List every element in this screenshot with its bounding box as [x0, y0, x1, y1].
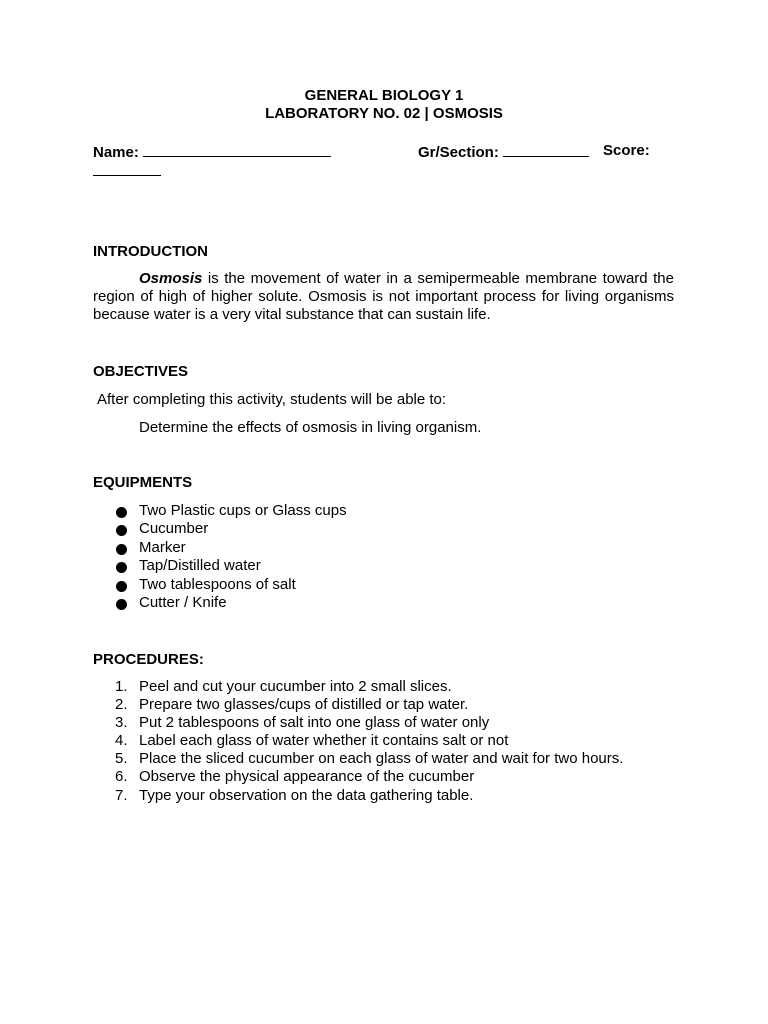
list-item: [113, 714, 623, 732]
step-text: Place the sliced cucumber on each glass of water and wait for two hours.: [139, 750, 624, 768]
list-item: Marker: [113, 539, 347, 557]
list-item: [113, 787, 623, 805]
step-text: Label each glass of water whether it contains salt or not: [139, 732, 509, 750]
equipments-heading: EQUIPMENTS: [93, 474, 193, 491]
section-label: Gr/Section:: [418, 144, 499, 161]
list-item: Two Plastic cups or Glass cups: [113, 502, 347, 520]
name-label: Name:: [93, 144, 139, 161]
student-info-line: [93, 142, 693, 162]
list-item: Two tablespoons of salt: [113, 576, 347, 594]
score-field[interactable]: [603, 142, 650, 160]
list-item: Cutter / Knife: [113, 594, 347, 612]
bullet-icon: [116, 581, 127, 592]
list-item: Tap/Distilled water: [113, 557, 347, 575]
list-item: Cucumber: [113, 520, 347, 538]
bullet-icon: [116, 525, 127, 536]
introduction-paragraph: [93, 270, 674, 324]
name-field[interactable]: [93, 142, 331, 162]
osmosis-term: Osmosis: [139, 270, 203, 287]
step-text: Prepare two glasses/cups of distilled or tap water.: [139, 696, 469, 714]
equipment-list: [113, 502, 347, 612]
list-item: [113, 768, 623, 786]
step-number: 1.: [115, 678, 128, 695]
step-number: 6.: [115, 768, 128, 786]
step-text: Peel and cut your cucumber into 2 small slices.: [139, 678, 452, 695]
procedure-list: [113, 678, 623, 805]
course-title: GENERAL BIOLOGY 1: [304, 87, 464, 104]
list-item: [113, 696, 623, 714]
score-blank-line[interactable]: [93, 161, 161, 176]
objectives-heading: OBJECTIVES: [93, 363, 189, 380]
list-item: [113, 678, 623, 696]
step-number: 3.: [115, 714, 128, 732]
section-blank-line[interactable]: [503, 142, 589, 157]
introduction-heading: INTRODUCTION: [93, 243, 208, 260]
lab-title: LABORATORY NO. 02 | OSMOSIS: [265, 105, 503, 122]
bullet-icon: [116, 562, 127, 573]
bullet-icon: [116, 599, 127, 610]
list-item: [113, 750, 623, 768]
bullet-icon: [116, 544, 127, 555]
step-number: 4.: [115, 732, 128, 750]
name-blank-line[interactable]: [143, 142, 331, 157]
procedures-heading: PROCEDURES:: [93, 651, 204, 668]
score-label: Score:: [603, 142, 650, 159]
step-number: 2.: [115, 696, 128, 714]
bullet-icon: [116, 507, 127, 518]
step-text: Put 2 tablespoons of salt into one glass of water only: [139, 714, 490, 732]
step-text: Type your observation on the data gathering table.: [139, 786, 474, 804]
section-field[interactable]: [418, 142, 589, 162]
introduction-text: is the movement of water in a semipermeable membrane toward the region of high of higher solute. Osmosis is not important process for living organisms because water is a very vital substance that can sustain life.: [93, 270, 674, 323]
step-number: 5.: [115, 750, 128, 768]
objective-item: Determine the effects of osmosis in living organism.: [139, 419, 482, 436]
step-text: Observe the physical appearance of the cucumber: [139, 768, 475, 786]
document-title: [0, 87, 768, 123]
objectives-lead: After completing this activity, students will be able to:: [97, 391, 447, 408]
step-number: 7.: [115, 786, 128, 804]
list-item: [113, 732, 623, 750]
